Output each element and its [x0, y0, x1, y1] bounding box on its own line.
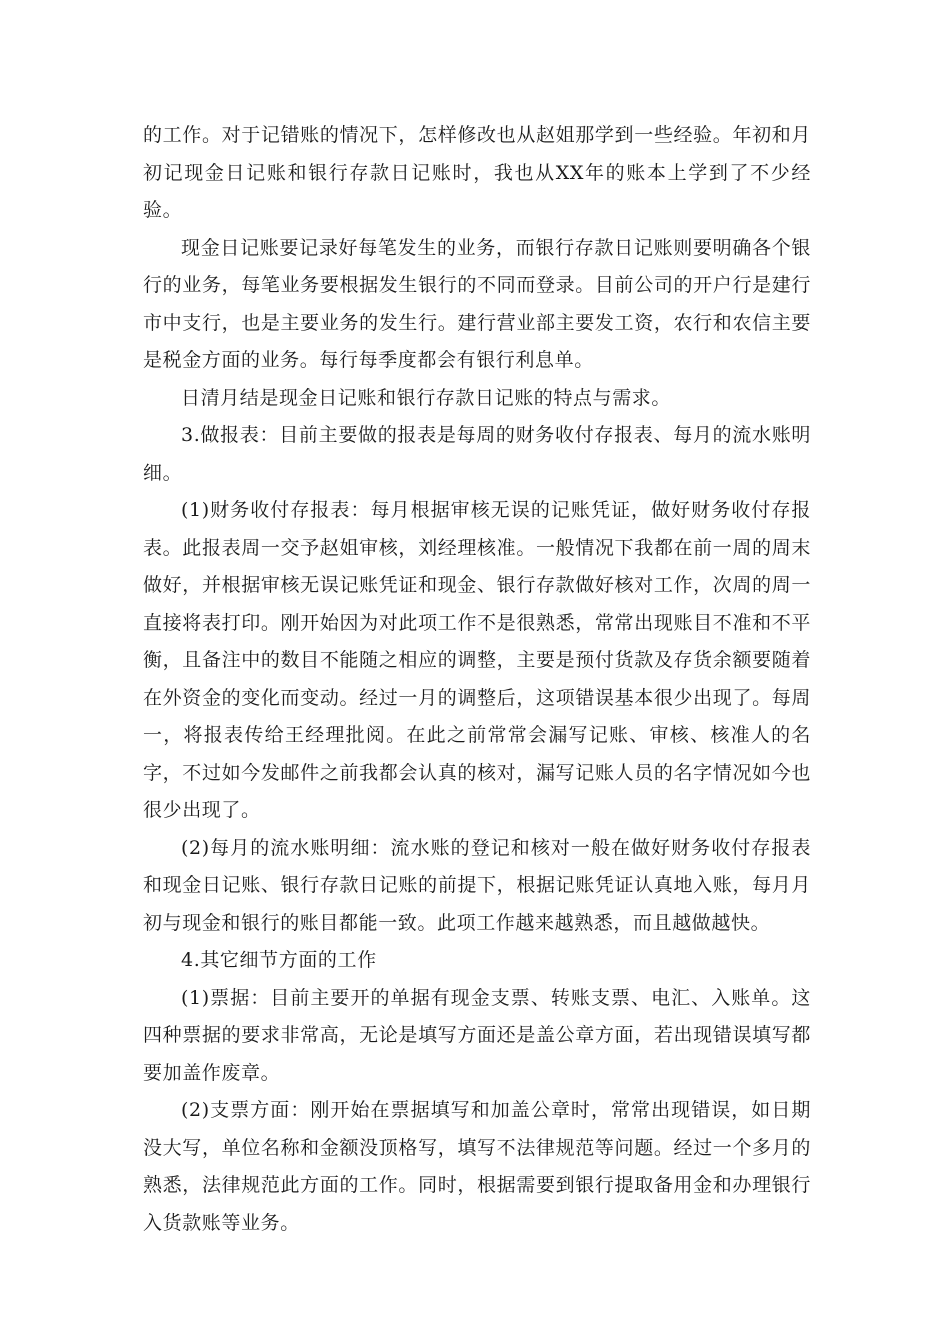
paragraph-continuation: 的工作。对于记错账的情况下，怎样修改也从赵姐那学到一些经验。年初和月初记现金日记账和银行存款日记账时，我也从XX年的账本上学到了不少经验。	[143, 124, 811, 221]
document-body	[143, 117, 811, 1242]
paragraph-other-work-heading: 4.其它细节方面的工作	[181, 949, 377, 971]
paragraph-ledger-details: (2)每月的流水账明细：流水账的登记和核对一般在做好财务收付存报表和现金日记账、银行存款日记账的前提下，根据记账凭证认真地入账，每月月初与现金和银行的账目都能一致。此项工作越来越熟悉，而且越做越快。	[143, 836, 811, 934]
paragraph-cash-journal: 现金日记账要记录好每笔发生的业务，而银行存款日记账则要明确各个银行的业务，每笔业务要根据发生银行的不同而登录。目前公司的开户行是建行市中支行，也是主要业务的发生行。建行营业部主要发工资，农行和农信主要是税金方面的业务。每行每季度都会有银行利息单。	[143, 236, 811, 371]
paragraph-reports-heading: 3.做报表：目前主要做的报表是每周的财务收付存报表、每月的流水账明细。	[143, 424, 811, 484]
paragraph-daily-clearing: 日清月结是现金日记账和银行存款日记账的特点与需求。	[181, 386, 672, 409]
paragraph-bills: (1)票据：目前主要开的单据有现金支票、转账支票、电汇、入账单。这四种票据的要求非常高，无论是填写方面还是盖公章方面，若出现错误填写都要加盖作废章。	[143, 986, 811, 1084]
paragraph-financial-report: (1)财务收付存报表：每月根据审核无误的记账凭证，做好财务收付存报表。此报表周一交予赵姐审核，刘经理核准。一般情况下我都在前一周的周末做好，并根据审核无误记账凭证和现金、银行存款做好核对工作，次周的周一直接将表打印。刚开始因为对此项工作不是很熟悉，常常出现账目不准和不平衡，且备注中的数目不能随之相应的调整，主要是预付货款及存货余额要随着在外资金的变化而变动。经过一月的调整后，这项错误基本很少出现了。每周一，将报表传给王经理批阅。在此之前常常会漏写记账、审核、核准人的名字，不过如今发邮件之前我都会认真的核对，漏写记账人员的名字情况如今也很少出现了。	[143, 499, 811, 821]
paragraph-checks: (2)支票方面：刚开始在票据填写和加盖公章时，常常出现错误，如日期没大写，单位名称和金额没顶格写，填写不法律规范等问题。经过一个多月的熟悉，法律规范此方面的工作。同时，根据需要到银行提取备用金和办理银行入货款账等业务。	[143, 1099, 811, 1234]
